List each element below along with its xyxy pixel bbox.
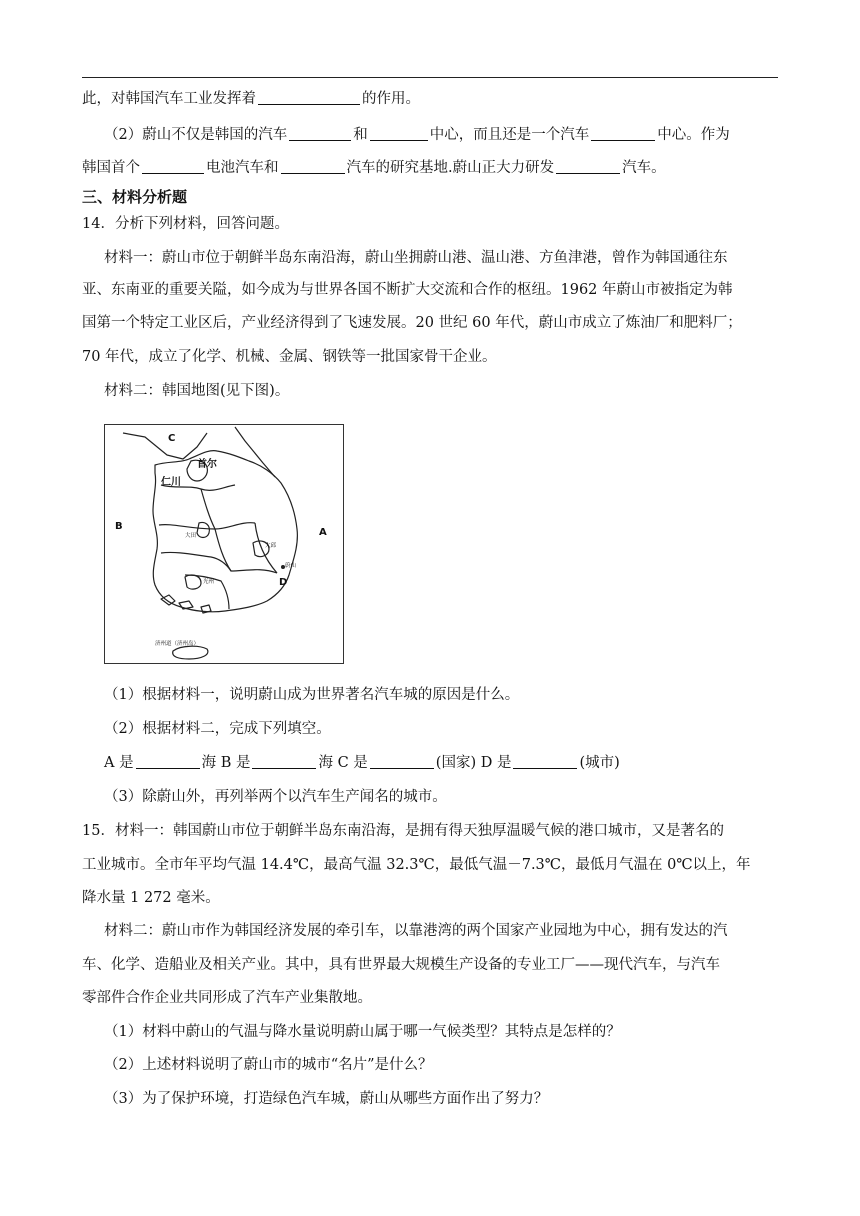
map-label-ulsan: 蔚山 [285,563,297,569]
q15-line: 工业城市。全市年平均气温 14.4℃，最高气温 32.3℃，最低气温－7.3℃，最低月气温在 0℃以上，年 [82,857,751,873]
gwangju-area [185,575,201,589]
jeju-island [173,646,208,659]
daejeon-area [197,522,209,537]
q13-line-1: 此，对韩国汽车工业发挥着 的作用。 [82,91,420,107]
q13-line-3: 韩国首个 电池汽车和 汽车的研究基地.蔚山正大力研发 汽车。 [82,160,666,176]
q15-line: 15．材料一：韩国蔚山市位于朝鲜半岛东南沿海，是拥有得天独厚温暖气候的港口城市，又是著名的 [82,823,724,839]
map-label-d: D [279,577,288,588]
answer-blank-d[interactable] [513,754,577,769]
q15-material2-line: 零部件合作企业共同形成了汽车产业集散地。 [82,990,372,1006]
q15-sub2: （2）上述材料说明了蔚山市的城市“名片”是什么？ [104,1057,433,1073]
answer-blank[interactable] [289,126,351,141]
island [179,601,193,609]
q15-material2-line: 材料二：蔚山市作为韩国经济发展的牵引车，以靠港湾的两个国家产业园地为中心，拥有发达的汽 [104,923,728,939]
map-label-b: B [115,521,123,532]
east-coast-north [235,427,275,477]
top-rule [82,77,778,78]
answer-blank-c[interactable] [370,754,434,769]
map-label-seoul: 首尔 [197,459,217,470]
map-label-jeju: 济州道（济州岛） [155,641,200,647]
korea-map [104,424,344,664]
section-heading: 三、材料分析题 [82,188,188,206]
q14-fill-line: A 是 海 B 是 海 C 是 (国家) D 是 (城市) [104,755,620,771]
northern-border [123,433,207,459]
map-label-c: C [168,433,176,444]
q15-material2-line: 车、化学、造船业及相关产业。其中，具有世界最大规模生产设备的专业工厂——现代汽车，与汽车 [82,957,720,973]
q14-sub1: （1）根据材料一，说明蔚山成为世界著名汽车城的原因是什么。 [104,687,520,703]
q14-sub3: （3）除蔚山外，再列举两个以汽车生产闻名的城市。 [104,789,447,805]
answer-blank[interactable] [556,159,620,174]
province-border [161,552,277,573]
answer-blank[interactable] [591,126,655,141]
q13-line-2: （2）蔚山不仅是韩国的汽车 和 中心，而且还是一个汽车 中心。作为 [104,127,730,143]
map-label-a: A [319,527,327,538]
q15-sub1: （1）材料中蔚山的气温与降水量说明蔚山属于哪一气候类型？其特点是怎样的？ [104,1024,621,1040]
answer-blank[interactable] [258,90,360,105]
map-label-daegu: 大邱 [265,543,277,549]
q14-material1-line: 70 年代，成立了化学、机械、金属、钢铁等一批国家骨干企业。 [82,349,497,365]
answer-blank-b[interactable] [252,754,316,769]
answer-blank-a[interactable] [136,754,200,769]
q14-sub2: （2）根据材料二，完成下列填空。 [104,721,331,737]
province-border [215,529,231,571]
q14-material2: 材料二：韩国地图(见下图)。 [104,383,290,399]
map-label-incheon: 仁川 [161,477,181,488]
q15-sub3: （3）为了保护环境，打造绿色汽车城，蔚山从哪些方面作出了努力？ [104,1091,549,1107]
q14-title: 14．分析下列材料，回答问题。 [82,216,289,232]
answer-blank[interactable] [370,126,428,141]
map-label-daejeon: 大田 [185,533,197,539]
answer-blank[interactable] [142,159,204,174]
q14-material1-line: 国第一个特定工业区后，产业经济得到了飞速发展。20 世纪 60 年代，蔚山市成立了炼油厂和肥料厂； [82,315,742,331]
map-label-gwangju: 光州 [203,579,215,585]
island [201,605,211,613]
q15-line: 降水量 1 272 毫米。 [82,890,220,906]
korea-map-drawing [105,425,343,663]
answer-blank[interactable] [281,159,345,174]
q14-material1-line: 亚、东南亚的重要关隘，如今成为与世界各国不断扩大交流和合作的枢纽。1962 年蔚山市被指定为韩 [82,282,733,298]
q14-material1-line: 材料一：蔚山市位于朝鲜半岛东南沿海，蔚山坐拥蔚山港、温山港、方鱼津港，曾作为韩国通往东 [104,250,728,266]
